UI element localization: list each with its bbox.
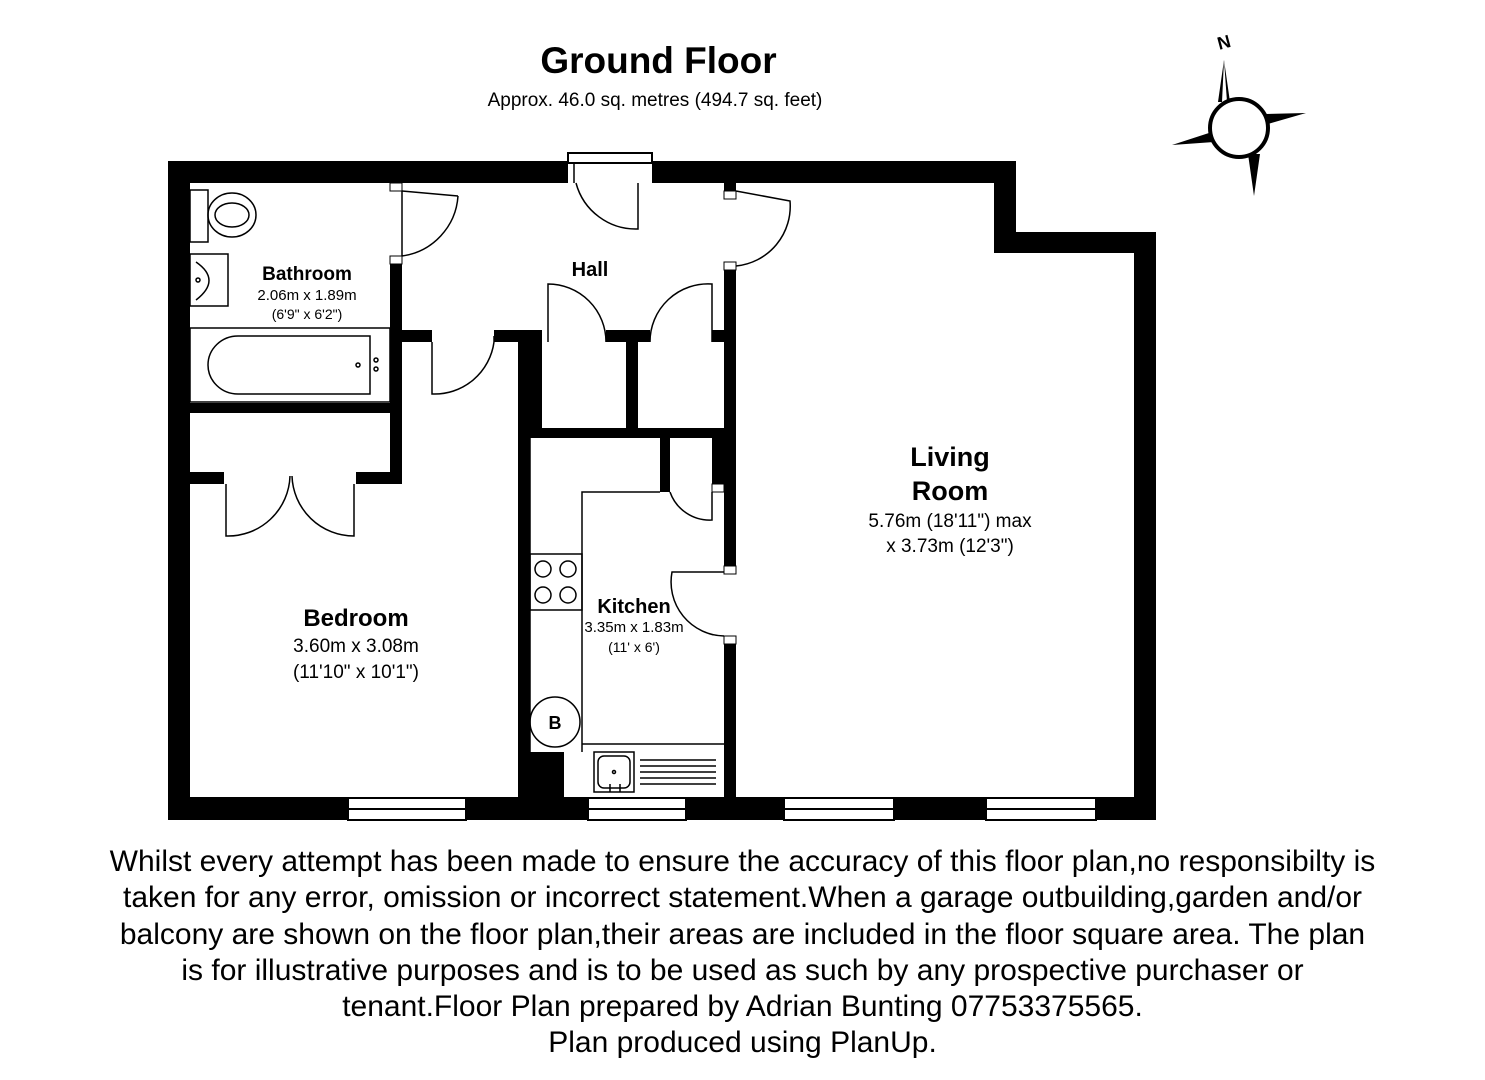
bathroom-imperial: (6'9" x 6'2") <box>271 305 343 322</box>
bathroom-name: Bathroom <box>262 264 352 285</box>
disclaimer-line: tenant.Floor Plan prepared by Adrian Bunting 07753375565. <box>342 990 1143 1024</box>
kitchen-imperial: (11' x 6') <box>608 639 660 655</box>
disclaimer-line: Whilst every attempt has been made to ensure the accuracy of this floor plan,no responsibilty is <box>109 845 1376 878</box>
bathroom-dims: 2.06m x 1.89m <box>257 286 357 304</box>
bedroom-imperial: (11'10" x 10'1") <box>292 662 419 683</box>
compass-north-label: N <box>1215 31 1233 54</box>
plan-area-subtitle: Approx. 46.0 sq. metres (494.7 sq. feet) <box>487 90 823 111</box>
kitchen-name: Kitchen <box>597 596 671 618</box>
living-room-dims-line2: x 3.73m (12'3") <box>886 536 1014 557</box>
compass-icon <box>1172 31 1306 196</box>
bedroom-dims: 3.60m x 3.08m <box>293 636 419 657</box>
hall-name: Hall <box>571 259 609 281</box>
disclaimer-line: Plan produced using PlanUp. <box>548 1026 937 1060</box>
living-room-dims-line1: 5.76m (18'11") max <box>868 511 1032 532</box>
doors <box>226 163 790 636</box>
kitchen-dims: 3.35m x 1.83m <box>584 619 684 636</box>
living-room-name-line2: Room <box>911 476 989 506</box>
bathroom-label <box>222 263 392 323</box>
bedroom-name: Bedroom <box>303 605 409 632</box>
plan-title: Ground Floor <box>540 40 777 81</box>
disclaimer-line: is for illustrative purposes and is to be used as such by any prospective purchaser or <box>181 953 1304 987</box>
boiler-label: B <box>548 713 562 733</box>
disclaimer-line: balcony are shown on the floor plan,their areas are included in the floor square area. The plan <box>119 917 1366 951</box>
hall-label <box>540 258 640 283</box>
living-room-name-line1: Living <box>910 442 990 472</box>
disclaimer-line: taken for any error, omission or incorrect statement.When a garage outbuilding,garden and/or <box>122 881 1363 915</box>
kitchen-label <box>566 596 702 657</box>
bedroom-label <box>256 604 456 686</box>
disclaimer-text <box>10 844 1475 1062</box>
living-room-label <box>820 440 1080 559</box>
